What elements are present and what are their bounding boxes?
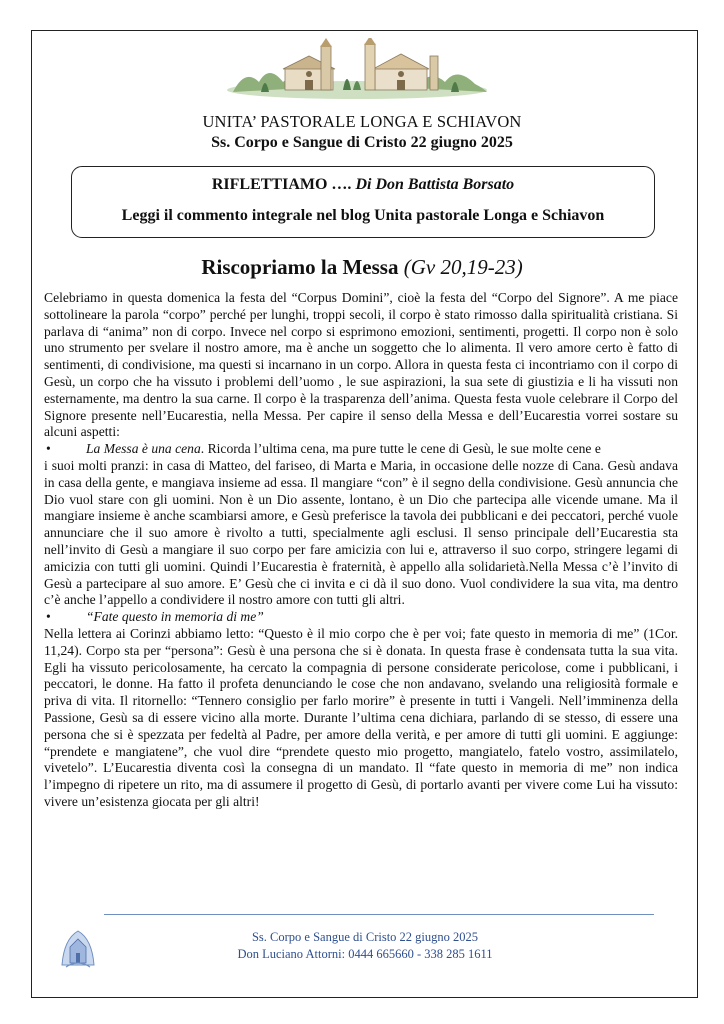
parish-logo-icon — [58, 925, 98, 969]
reflection-box — [71, 166, 655, 238]
point-2-line — [44, 609, 678, 626]
reflection-prefix: RIFLETTIAMO …. — [211, 176, 356, 193]
article-title — [40, 255, 684, 280]
footer-contact: Don Luciano Attorni: 0444 665660 - 338 285 1611 — [237, 947, 493, 961]
reflection-author: Di Don Battista Borsato — [355, 176, 515, 193]
reflection-heading — [72, 176, 654, 194]
feast-date: Ss. Corpo e Sangue di Cristo 22 giugno 2025 — [211, 134, 513, 151]
intro-paragraph: Celebriamo in questa domenica la festa del “Corpus Domini”, cioè la festa del “Corpo del Signore”. A me piace sottolineare la parola “corpo” perché per lunghi, troppi secoli, il corpo è stato rimosso dalla spiritualità cristiana. Si parlava di “anima” non di corpo. Invece nel corpo si esprimono emozioni, sentimenti, progetti. Il corpo non è solo uno strumento per svelare il nostro amore, ma è anche un soggetto che lo alimenta. Il vero amore certo è fatto di sentimenti, di condivisione, ma questi si incarnano in un corpo. Allora in questa festa ci incontriamo con il corpo di Gesù, un corpo che ha vissuto i problemi dell’uomo , le sue aspirazioni, la sua sete di giustizia e li ha vissuti non esternamente, ma dentro la sua carne. Il corpo è la trasparenza dell’anima. Questa festa vuole celebrare il Corpo del Signore presente nell’Eucarestia, nella Messa. Per capire il senso della Messa e dell’Eucarestia vorrei sostare su alcuni aspetti: — [44, 290, 678, 440]
point-1-heading: La Messa è una cena — [86, 441, 201, 457]
churches-banner-illustration — [225, 38, 490, 100]
bullet-icon: • — [46, 609, 51, 625]
footer — [200, 929, 530, 963]
point-1-first-text: . Ricorda l’ultima cena, ma pure tutte le cene di Gesù, le sue molte cene e — [200, 441, 601, 457]
bullet-icon: • — [46, 441, 51, 457]
footer-divider — [104, 914, 654, 915]
point-1-paragraph: i suoi molti pranzi: in casa di Matteo, del fariseo, di Marta e Maria, in occasione delle nozze di Cana. Gesù andava in casa della gente, e mangiava insieme ad essa. Il mangiare “con” è il segno della condivisione. Gesù annuncia che Dio vuol stare con gli uomini. Non è un Dio assente, lontano, è un Dio che partecipa alle vicende umane. Ma il mangiare insieme è anche scambiarsi amore, e Gesù preferisce la tavola dei pubblicani e dei peccatori, perché vuole annunciare che il suo amore è rivolto a tutti, specialmente agli esclusi. Il senso principale dell’Eucarestia sta nell’invito di Gesù a mangiare il suo corpo per fare amicizia con lui e, attraverso il suo corpo, stringere legami di amicizia con tutti gli uomini. Quindi l’Eucarestia è fraternità, è appello alla solidarietà.Nella Messa c’è l’invito di Gesù a partecipare al suo amore. E’ Gesù che ci invita e ci dà il suo dono. Vuol condividere la sua vita, ma dentro c’è anche l’appello a condividere il nostro amore con tutti gli altri. — [44, 457, 678, 608]
point-2-paragraph: Nella lettera ai Corinzi abbiamo letto: “Questo è il mio corpo che è per voi; fate questo in memoria di me” (1Cor. 11,24). Corpo sta per “persona”: Gesù è una persona che si è donata. In questa frase è condensata tutta la sua vita. Egli ha vissuto pericolosamente, ha cercato la compagnia di persone considerate pericolose, come i pubblicani, i peccatori, le donne. Ha fatto il profeta denunciando le cose che non andavano, svelando una religiosità formale e priva di vita. Il ritornello: “Tennero consiglio per farlo morire” è presente in tutti i Vangeli. Nell’imminenza della Passione, Gesù sa di essere vicino alla morte. Durante l’ultima cena dichiara, parlando di se stesso, di essere una persona che si è spezzata per fedeltà al Padre, per amore della verità, e per amore di tutti gli uomini. E aggiunge: “prendete e mangiatene”, che vuol dire “prendete questo mio progetto, mangiatelo, fatelo vostro, assimilatelo, vivetelo”. L’Eucarestia diventa così la consegna di un mandato. Il “fate questo in memoria di me” non indica l’impegno di ripetere un rito, ma di assumere il progetto di Gesù, di portarlo avanti per vivere come Lui ha vissuto: vivere un’esistenza giocata per gli altri! — [44, 625, 678, 809]
blog-note: Leggi il commento integrale nel blog Unita pastorale Longa e Schiavon — [121, 207, 605, 224]
gospel-reference: (Gv 20,19-23) — [403, 255, 523, 279]
article-body — [44, 290, 678, 811]
point-1-first-line — [44, 441, 678, 458]
footer-feast-date: Ss. Corpo e Sangue di Cristo 22 giugno 2025 — [251, 930, 479, 944]
parish-name: UNITA’ PASTORALE LONGA E SCHIAVON — [202, 112, 522, 131]
article-title-text: Riscopriamo la Messa — [201, 255, 404, 279]
point-2-heading: “Fate questo in memoria di me” — [86, 609, 264, 625]
parish-header — [40, 112, 684, 154]
